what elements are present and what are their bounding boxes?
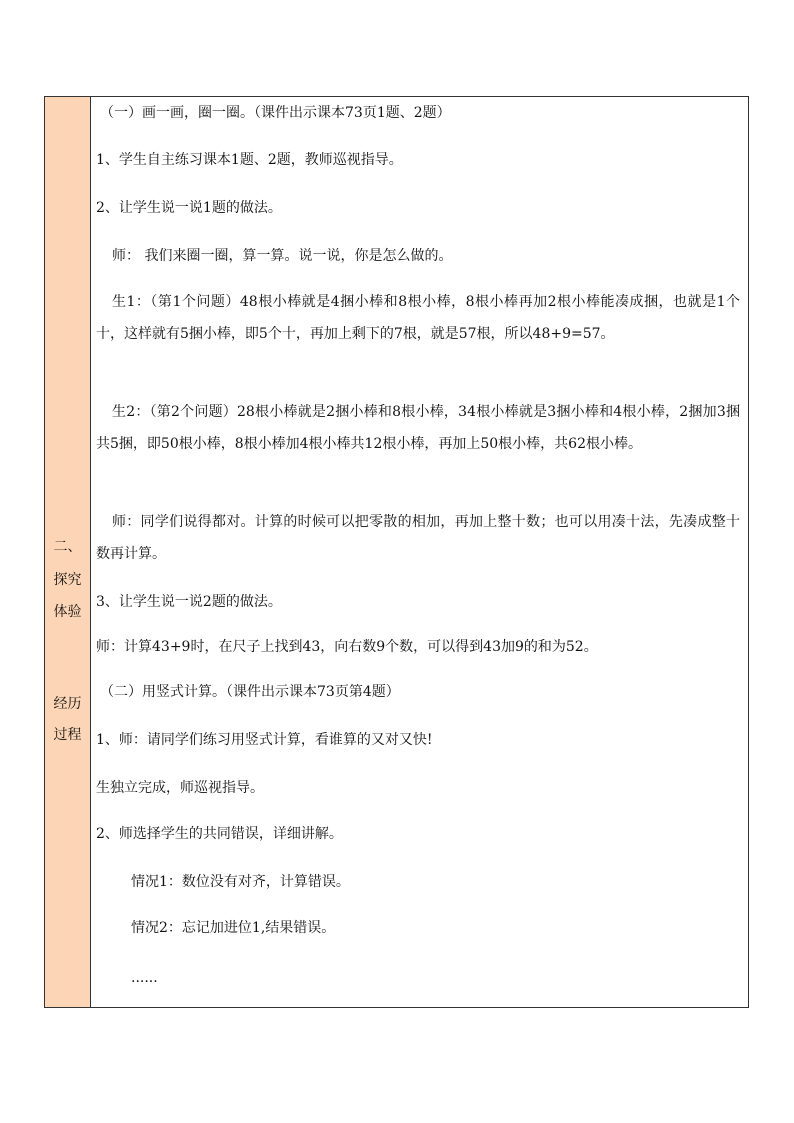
case-line: 情况1：数位没有对齐，计算错误。 xyxy=(131,874,350,890)
paragraph: 3、让学生说一说2题的做法。 xyxy=(96,594,282,610)
case-line: 情况2：忘记加进位1,结果错误。 xyxy=(131,920,336,936)
paragraph: 2、让学生说一说1题的做法。 xyxy=(96,200,282,216)
paragraph: 2、师选择学生的共同错误，详细讲解。 xyxy=(96,826,343,842)
stage-label-line: 过程 xyxy=(53,727,82,743)
stage-label-line: 经历 xyxy=(53,696,82,712)
paragraph: 生独立完成，师巡视指导。 xyxy=(96,780,264,796)
paragraph: 1、师：请同学们练习用竖式计算，看谁算的又对又快! xyxy=(96,732,433,748)
student-answer-1: 生1：（第1个问题）48根小棒就是4捆小棒和8根小棒，8根小棒再加2根小棒能凑成捆，也就是1个十，这样就有5捆小棒，即5个十，再加上剩下的7根，就是57根，所以48+9=57。 xyxy=(96,294,740,342)
stage-label-line: 体验 xyxy=(53,604,82,620)
ellipsis: ...... xyxy=(131,970,158,986)
section-heading-2: （二）用竖式计算。（课件出示课本73页第4题） xyxy=(100,684,400,700)
student-answer-2: 生2：（第2个问题）28根小棒就是2捆小棒和8根小棒，34根小棒就是3捆小棒和4根小棒，2捆加3捆共5捆，即50根小棒，8根小棒加4根小棒共12根小棒，再加上50根小棒，共62根小棒。 xyxy=(96,404,740,452)
paragraph: 1、学生自主练习课本1题、2题，教师巡视指导。 xyxy=(96,152,403,168)
section-heading-1: （一）画一画，圈一圈。（课件出示课本73页1题、2题） xyxy=(100,105,451,121)
teacher-line: 师：计算43+9时，在尺子上找到43，向右数9个数，可以得到43加9的和为52。 xyxy=(96,639,598,655)
stage-label-line: 二、 xyxy=(53,539,82,555)
teacher-summary: 师：同学们说得都对。计算的时候可以把零散的相加，再加上整十数；也可以用凑十法，先凑成整十数再计算。 xyxy=(96,514,740,562)
stage-label-cell xyxy=(45,97,91,1007)
stage-label-line: 探究 xyxy=(53,572,82,588)
teacher-line: 师： 我们来圈一圈，算一算。说一说，你是怎么做的。 xyxy=(112,248,453,264)
